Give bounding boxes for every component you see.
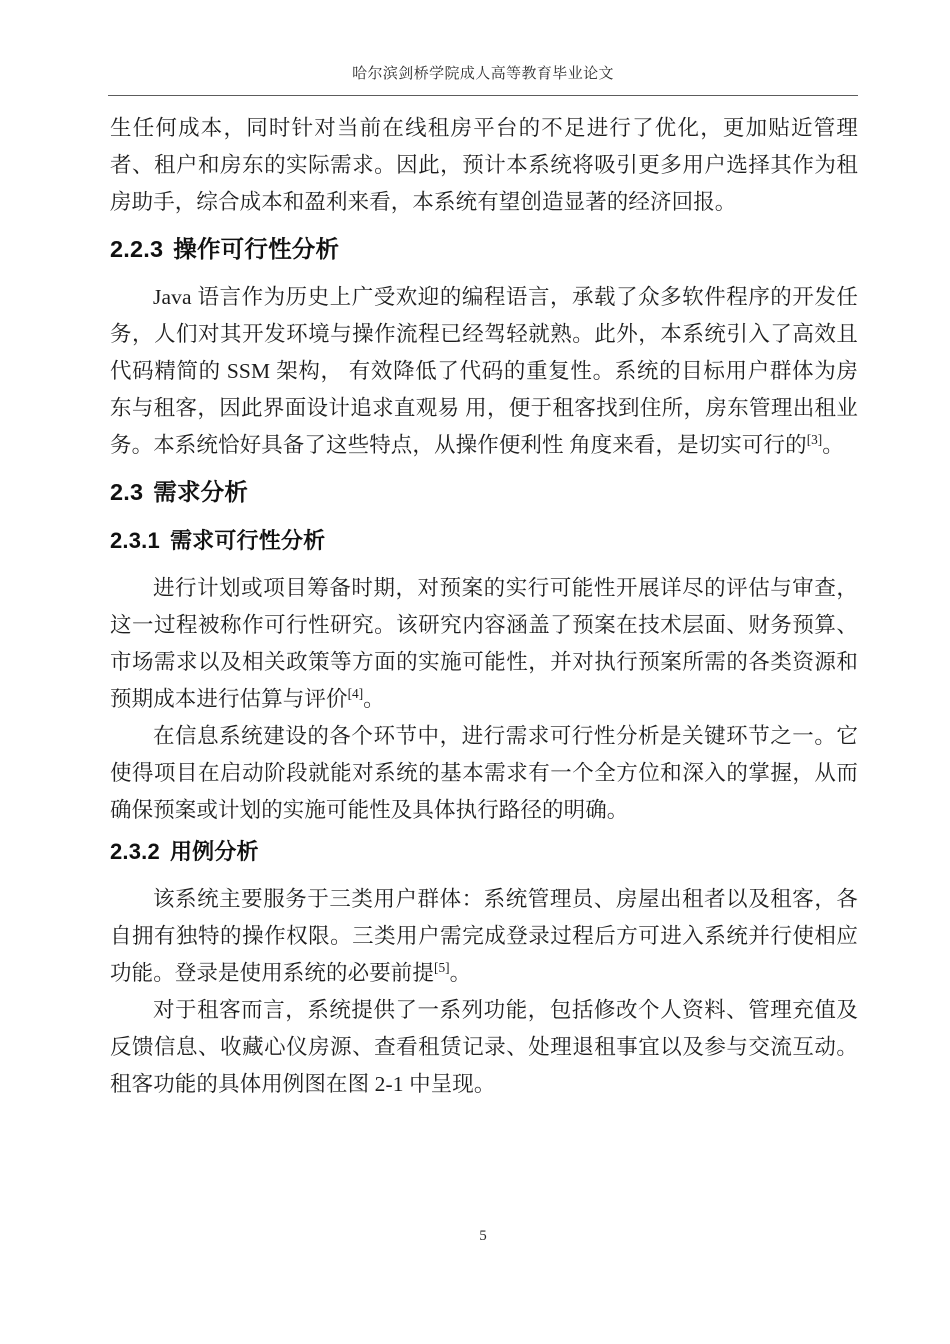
page-header-title: 哈尔滨剑桥学院成人高等教育毕业论文 (352, 66, 614, 82)
paragraph-2-2-3-1-text: Java 语言作为历史上广受欢迎的编程语言，承载了众多软件程序的开发任务，人们对其开发环境与操作流程已经驾轻就熟。此外，本系统引入了高效且代码精简的 SSM 架构， 有效降低了代码的重复性。系统的目标用户群体为房东与租客，因此界面设计追求直观易 用，便于租客找到住所，房东管理出租业务。本系统恰好具备了这些特点，从操作便利性 角度来看，是切实可行的 (110, 285, 858, 457)
header-divider (108, 95, 858, 96)
paragraph-2-3-2-1-text: 该系统主要服务于三类用户群体：系统管理员、房屋出租者以及租客，各自拥有独特的操作权限。三类用户需完成登录过程后方可进入系统并行使相应功能。登录是使用系统的必要前提 (110, 887, 858, 985)
heading-2-3-1-number: 2.3.1 (110, 528, 160, 553)
paragraph-2-3-2-2-text: 对于租客而言，系统提供了一系列功能，包括修改个人资料、管理充值及反馈信息、收藏心仪房源、查看租赁记录、处理退租事宜以及参与交流互动。租客功能的具体用例图在图 2-1 中呈现。 (110, 998, 858, 1096)
paragraph-2-2-3-1 (110, 279, 858, 464)
paragraph-2-3-1-1-text: 进行计划或项目筹备时期，对预案的实行可能性开展详尽的评估与审查，这一过程被称作可行性研究。该研究内容涵盖了预案在技术层面、财务预算、市场需求以及相关政策等方面的实施可能性，并对执行预案所需的各类资源和预期成本进行估算与评价 (110, 576, 858, 711)
heading-2-3-1-title: 需求可行性分析 (169, 528, 326, 553)
citation-marker-4: [4] (347, 685, 364, 701)
page-footer (108, 1228, 858, 1245)
paragraph-2-3-1-2-text: 在信息系统建设的各个环节中，进行需求可行性分析是关键环节之一。它使得项目在启动阶段就能对系统的基本需求有一个全方位和深入的掌握，从而确保预案或计划的实施可能性及具体执行路径的明确。 (110, 724, 858, 822)
heading-2-3-1 (110, 522, 858, 559)
citation-marker-5: [5] (434, 959, 450, 975)
paragraph-2-3-1-2 (110, 718, 858, 829)
heading-2-3-2 (110, 833, 858, 870)
page-number: 5 (479, 1228, 487, 1244)
page-header (108, 62, 858, 83)
document-body (110, 110, 858, 1103)
heading-2-3-number: 2.3 (110, 479, 144, 505)
paragraph-2-3-1-1 (110, 570, 858, 718)
spacer (110, 268, 858, 279)
paragraph-2-3-2-1 (110, 881, 858, 992)
paragraph-2-3-1-1-tail: 。 (363, 687, 385, 711)
paragraph-continued-text: 生任何成本，同时针对当前在线租房平台的不足进行了优化，更加贴近管理者、租户和房东的实际需求。因此，预计本系统将吸引更多用户选择其作为租房助手，综合成本和盈利来看，本系统有望创造显著的经济回报。 (110, 116, 858, 214)
citation-marker-3: [3] (806, 431, 823, 447)
spacer (110, 221, 858, 231)
heading-2-3 (110, 474, 858, 511)
paragraph-2-3-2-2 (110, 992, 858, 1103)
heading-2-3-title: 需求分析 (153, 479, 249, 505)
heading-2-2-3-title: 操作可行性分析 (173, 236, 340, 262)
heading-2-3-2-title: 用例分析 (169, 839, 259, 864)
paragraph-2-2-3-1-tail: 。 (822, 433, 844, 457)
heading-2-3-2-number: 2.3.2 (110, 839, 160, 864)
paragraph-2-3-2-1-tail: 。 (449, 961, 472, 985)
paragraph-continued (110, 110, 858, 221)
spacer (110, 464, 858, 474)
heading-2-2-3 (110, 231, 858, 268)
spacer (110, 870, 858, 881)
heading-2-2-3-number: 2.2.3 (110, 236, 164, 262)
spacer (110, 511, 858, 522)
spacer (110, 559, 858, 570)
